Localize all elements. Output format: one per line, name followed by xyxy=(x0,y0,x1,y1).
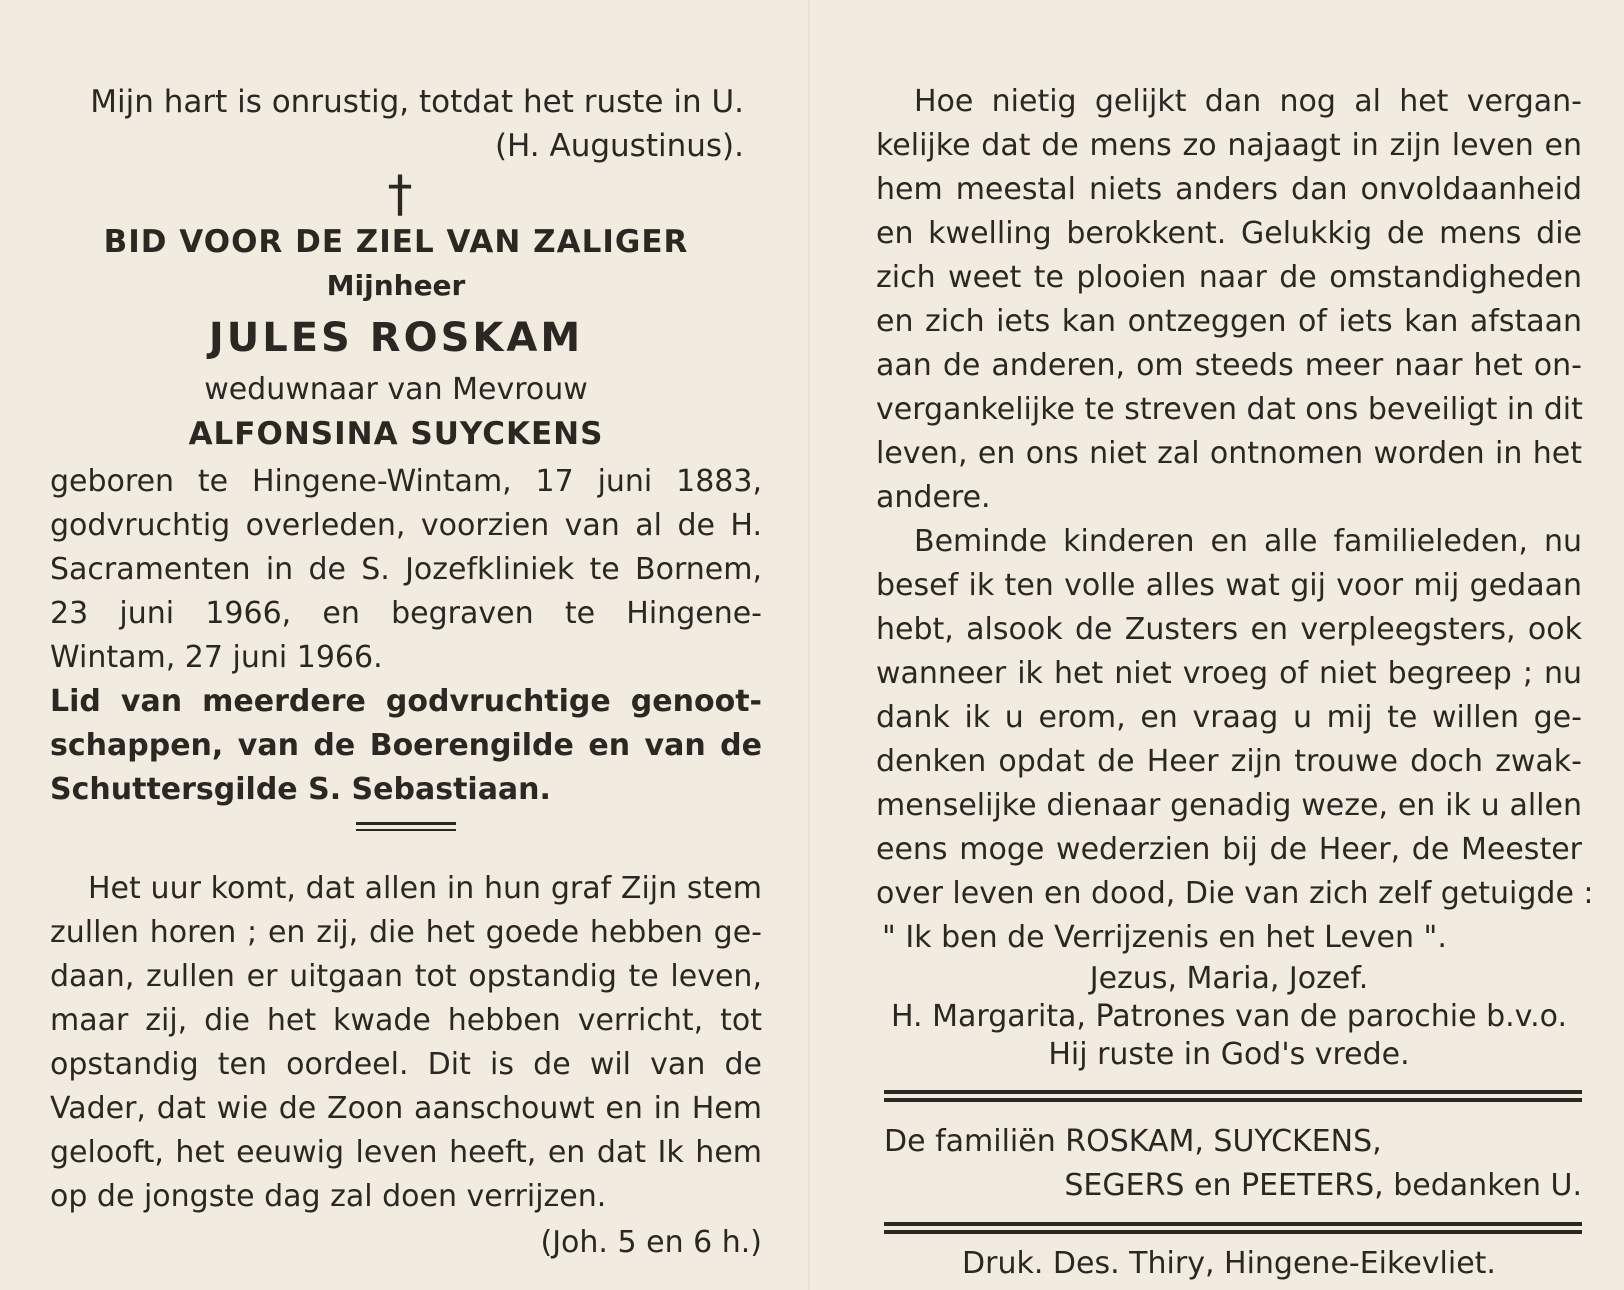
honorific: Mijnheer xyxy=(326,269,466,302)
motto-attribution: (H. Augustinus). xyxy=(494,128,744,164)
prayer-heading: BID VOOR DE ZIEL VAN ZALIGER xyxy=(103,224,689,260)
reflection-line: leven, en ons niet zal ontnomen worden in het xyxy=(876,436,1582,471)
scripture-line: Vader, dat wie de Zoon aanschouwt en in Hem xyxy=(50,1091,762,1126)
divider xyxy=(884,1090,1582,1094)
left-panel xyxy=(50,80,762,1265)
card-fold xyxy=(808,0,810,1290)
scripture-line: zullen horen ; en zij, die het goede hebben ge- xyxy=(50,915,762,950)
bio-line: 23 juni 1966, en begraven te Hingene- xyxy=(50,596,762,631)
reflection-line: aan de anderen, om steeds meer naar het on- xyxy=(876,348,1582,383)
rest-line: Hij ruste in God's vrede. xyxy=(1048,1037,1410,1072)
scripture-line: maar zij, die het kwade hebben verricht, tot xyxy=(50,1003,762,1038)
membership-line: Schuttersgilde S. Sebastiaan. xyxy=(50,772,551,807)
farewell-line: menselijke dienaar genadig weze, en ik u allen xyxy=(876,788,1582,823)
scripture-line: Het uur komt, dat allen in hun graf Zijn stem xyxy=(88,871,762,906)
spouse-name: ALFONSINA SUYCKENS xyxy=(188,416,604,452)
reflection-line: kelijke dat de mens zo najaagt in zijn leven en xyxy=(876,128,1582,163)
divider xyxy=(884,1098,1582,1102)
thanks-line: SEGERS en PEETERS, bedanken U. xyxy=(1064,1168,1582,1203)
divider xyxy=(884,1230,1582,1234)
patron-line: H. Margarita, Patrones van de parochie b.v.o. xyxy=(891,999,1567,1034)
printer-line: Druk. Des. Thiry, Hingene-Eikevliet. xyxy=(962,1246,1496,1281)
right-panel xyxy=(876,80,1594,1286)
membership-line: schappen, van de Boerengilde en van de xyxy=(50,728,762,763)
cross-icon: † xyxy=(387,165,413,223)
widower-line: weduwnaar van Mevrouw xyxy=(204,372,588,407)
scripture-line: op de jongste dag zal doen verrijzen. xyxy=(50,1179,607,1214)
bio-line: geboren te Hingene-Wintam, 17 juni 1883, xyxy=(50,464,762,499)
invocation: Jezus, Maria, Jozef. xyxy=(1089,961,1369,996)
farewell-line: besef ik ten volle alles wat gij voor mij gedaan xyxy=(876,568,1582,603)
reflection-line: en zich iets kan ontzeggen of iets kan afstaan xyxy=(876,304,1582,339)
membership-line: Lid van meerdere godvruchtige genoot- xyxy=(50,684,762,719)
farewell-line: dank ik u erom, en vraag u mij te willen ge- xyxy=(876,700,1582,735)
reflection-line: en kwelling berokkent. Gelukkig de mens die xyxy=(876,216,1582,251)
divider xyxy=(884,1222,1582,1226)
quote-line: " Ik ben de Verrijzenis en het Leven ". xyxy=(882,920,1447,955)
thanks-line: De familiën ROSKAM, SUYCKENS, xyxy=(884,1124,1382,1159)
deceased-name: JULES ROSKAM xyxy=(208,315,584,361)
scripture-reference: (Joh. 5 en 6 h.) xyxy=(540,1225,762,1260)
scripture-line: gelooft, het eeuwig leven heeft, en dat Ik hem xyxy=(50,1135,762,1170)
bio-line: Wintam, 27 juni 1966. xyxy=(50,640,383,675)
motto-line: Mijn hart is onrustig, totdat het ruste in U. xyxy=(90,84,744,120)
farewell-line: hebt, alsook de Zusters en verpleegsters, ook xyxy=(876,612,1582,647)
farewell-line: over leven en dood, Die van zich zelf getuigde : xyxy=(876,876,1594,911)
bio-line: Sacramenten in de S. Jozefkliniek te Bornem, xyxy=(50,552,762,587)
reflection-line: zich weet te plooien naar de omstandigheden xyxy=(876,260,1582,295)
reflection-line: andere. xyxy=(876,480,991,515)
reflection-line: hem meestal niets anders dan onvoldaanheid xyxy=(876,172,1582,207)
reflection-line: vergankelijke te streven dat ons beveiligt in dit xyxy=(876,392,1583,427)
divider xyxy=(356,829,456,831)
divider xyxy=(356,822,456,825)
farewell-line: wanneer ik het niet vroeg of niet begreep ; nu xyxy=(876,656,1582,691)
scripture-line: opstandig ten oordeel. Dit is de wil van de xyxy=(50,1047,762,1082)
reflection-line: Hoe nietig gelijkt dan nog al het vergan- xyxy=(914,84,1582,119)
bio-line: godvruchtig overleden, voorzien van al de H. xyxy=(50,508,762,543)
farewell-line: eens moge wederzien bij de Heer, de Meester xyxy=(876,832,1582,867)
farewell-line: Beminde kinderen en alle familieleden, nu xyxy=(914,524,1582,559)
farewell-line: denken opdat de Heer zijn trouwe doch zwak- xyxy=(876,744,1582,779)
scripture-line: daan, zullen er uitgaan tot opstandig te leven, xyxy=(50,959,762,994)
